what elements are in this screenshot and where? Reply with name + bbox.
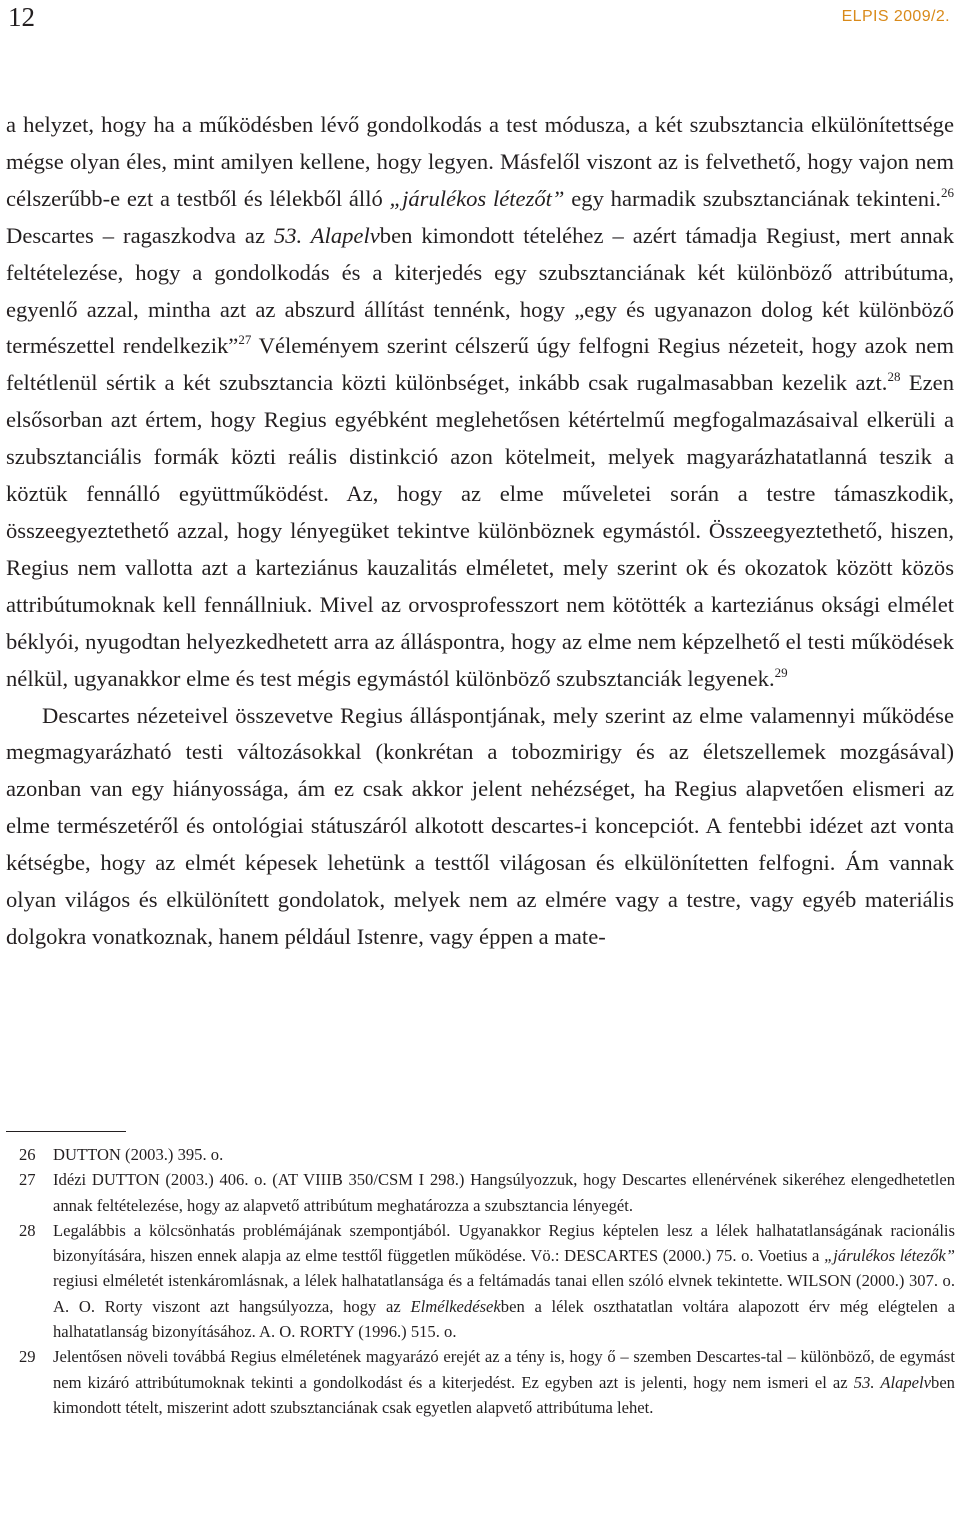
text-run: Ezen elsősorban azt értem, hogy Regius egyébként meglehetősen kétértelmű megfogalmazásaival elkerüli a szubsztanciális formák közti reális distinkció azon kötelmeit, melyek magyarázhatatlanná teszik a köztük fennálló együttműködést. Az, hogy az elme műveletei során a testre támaszkodik, összeegyeztethető azzal, hogy lényegüket tekintve különböznek egymástól. Összeegyeztethető, hiszen, Regius nem vallotta azt a karteziánus kauzalitás elméletet, mely szerint ok és okozatok között közös attribútumoknak kell fennállniuk. Mivel az orvosprofesszort nem kötötték a karteziánus oksági elmélet béklyói, nyugodtan helyezkedhetett arra az álláspontra, hogy az elme nem képzelhető el testi működések nélkül, ugyanakkor elme és test mégis egymástól különböző szubsztanciák legyenek. xyxy=(6,370,954,691)
footnote-ref: 29 xyxy=(774,664,788,680)
emphasis: 53. Alapelv xyxy=(853,1372,932,1392)
text-run: egy harmadik szubsztanciának tekinteni. xyxy=(564,185,941,211)
footnotes xyxy=(19,1142,955,1420)
footnote-text: Jelentősen növeli továbbá Regius elméletének magyarázó erejét az a tény is, hogy ő – szemben Descartes-tal – különböző, de egymást nem kizáró attribútumoknak tekinti a gondolkodást és a kiterjedést. Ez egyben azt is jelenti, hogy nem ismeri el az xyxy=(53,1347,955,1392)
footnote xyxy=(19,1218,955,1344)
footnote-text: Idézi DUTTON (2003.) 406. o. (AT VIIIB 350/CSM I 298.) Hangsúlyozzuk, hogy Descartes ellenérvének sikeréhez elengedhetetlen annak feltételezése, hogy az alapvető attribútum meghatározza a szubsztancia lényegét. xyxy=(53,1170,955,1215)
footnote-text: Legalábbis a kölcsönhatás problémájának szempontjából. Ugyanakkor Regius képtelen lesz a lélek halhatatlanságának racionális bizonyítására, hiszen ennek alapja az elme testtől független működése. Vö.: DESCARTES (2000.) 75. o. Voetius a xyxy=(53,1220,955,1266)
text-run: a helyzet, hogy ha a működésben lévő gondolkodás a test módusza, a két szubsztancia elkülönítettsége mégse olyan éles, mint amilyen kellene, hogy legyen. Másfelől viszont az is felvethető, hogy vajon nem célszerűbb-e ezt a testből és lélekből álló xyxy=(6,112,954,211)
footnote-number: 29 xyxy=(19,1347,36,1367)
text-run: ben kimondott tételéhez – azért támadja Regiust, mert annak feltételezése, hogy a gondolkodás és a kiterjedés egy szubsztanciának két különböző attribútuma, egyenlő azzal, mintha azt az abszurd állítást tennénk, hogy „egy és ugyanazon dolog két különböző természettel rendelkezik” xyxy=(6,222,954,359)
footnote-text: ben kimondott tételt, miszerint adott szubsztanciának csak egyetlen alapvető attribútuma lehet. xyxy=(53,1372,955,1417)
footnote-text: ben a lélek oszthatatlan voltára alapozott érv még elégtelen a halhatatlanság bizonyításához. A. O. RORTY (1996.) 515. o. xyxy=(53,1296,955,1342)
paragraph: Descartes nézeteivel összevetve Regius álláspontjának, mely szerint az elme valamennyi működése megmagyarázható testi változásokkal (konkrétan a tobozmirigy és az életszellemek mozgásával) azonban van egy hiányossága, ám ez csak akkor jelent nehézséget, ha Regius alapvetően elismeri az elme természetéről és ontológiai státuszáról alkotott descartes-i koncepciót. A fentebbi idézet azt vonta kétségbe, hogy az elmét képesek lehetünk a testtől világosan és elkülönítetten felfogni. Ám vannak olyan világos és elkülönített gondolatok, melyek nem az elmére vagy a testre, vagy egyéb materiális dolgokra vonatkoznak, hanem például Istenre, vagy éppen a mate- xyxy=(6,702,954,949)
footnote-ref: 28 xyxy=(887,369,901,385)
main-text xyxy=(6,107,954,956)
footnote xyxy=(19,1344,955,1420)
page-header xyxy=(8,2,950,42)
page-number: 12 xyxy=(8,2,35,32)
emphasis: Elmélkedések xyxy=(410,1296,501,1316)
footnote xyxy=(19,1167,955,1218)
footnote-number: 28 xyxy=(19,1220,36,1240)
running-title: ELPIS 2009/2. xyxy=(841,8,950,25)
footnote-ref: 26 xyxy=(941,184,954,200)
footnote-number: 26 xyxy=(19,1145,36,1164)
text-run: Véleményem szerint célszerű úgy felfogni Regius nézeteit, hogy azok nem feltétlenül sértik a két szubsztancia közti különbséget, inkább csak rugalmasabban kezelik azt. xyxy=(6,333,954,396)
paragraph xyxy=(6,107,954,698)
emphasis: „járulékos létezők” xyxy=(824,1246,955,1266)
footnote-text: regiusi elméletét istenkáromlásnak, a lélek halhatatlansága és a feltámadás tanai ellen szóló elvnek tekintette. WILSON (2000.) 307. o. A. O. Rorty viszont azt hangsúlyozza, hogy az xyxy=(53,1271,955,1316)
footnote-number: 27 xyxy=(19,1170,36,1190)
footnote-text: DUTTON (2003.) 395. o. xyxy=(53,1145,224,1164)
emphasis: 53. Alapelv xyxy=(273,222,380,248)
footnote xyxy=(19,1142,955,1167)
footnote-ref: 27 xyxy=(238,332,252,348)
footnote-separator xyxy=(6,1131,126,1132)
emphasis: „járulékos létezőt” xyxy=(389,185,565,211)
text-run: Descartes – ragaszkodva az xyxy=(6,222,274,248)
